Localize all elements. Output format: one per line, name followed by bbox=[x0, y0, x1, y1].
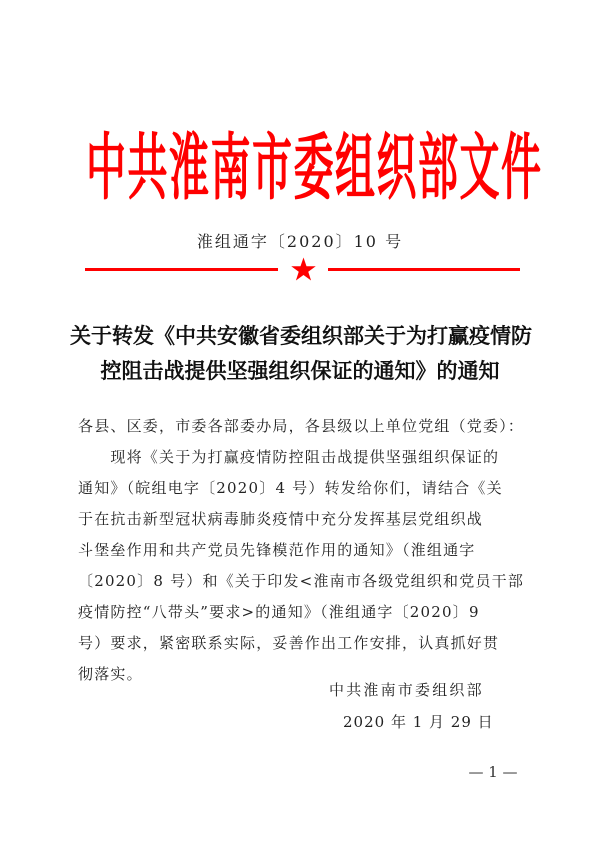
body-line: 〔2020〕8 号）和《关于印发<淮南市各级党组织和党员干部 bbox=[78, 572, 525, 590]
issue-date: 2020 年 1 月 29 日 bbox=[343, 713, 494, 731]
subject-line-2: 控阻击战提供坚强组织保证的通知》的通知 bbox=[100, 358, 500, 383]
body-line: 通知》（皖组电字〔2020〕4 号）转发给你们，请结合《关 bbox=[78, 479, 503, 497]
body-line: 各县、区委，市委各部委办局，各县级以上单位党组（党委）： bbox=[78, 417, 525, 435]
body-line: 斗堡垒作用和共产党员先锋模范作用的通知》（淮组通字 bbox=[78, 541, 476, 559]
star-icon bbox=[291, 257, 316, 281]
red-rule-right bbox=[328, 268, 520, 271]
body-line: 号）要求，紧密联系实际，妥善作出工作安排，认真抓好贯 bbox=[78, 634, 500, 652]
body-line: 于在抗击新型冠状病毒肺炎疫情中充分发挥基层党组织战 bbox=[78, 510, 484, 528]
masthead-text: 中共淮南市委组织部文件 bbox=[86, 125, 543, 211]
subject-line-1: 关于转发《中共安徽省委组织部关于为打赢疫情防 bbox=[70, 323, 532, 348]
body-line: 疫情防控“八带头”要求>的通知》（淮组通字〔2020〕9 bbox=[78, 603, 480, 621]
issuer-signature: 中共淮南市委组织部 bbox=[329, 681, 484, 699]
document-body bbox=[78, 411, 525, 690]
page-number: — 1 — bbox=[468, 763, 518, 781]
document-number: 淮组通字〔2020〕10 号 bbox=[196, 232, 404, 251]
red-rule-left bbox=[85, 268, 278, 271]
masthead-title bbox=[86, 124, 543, 214]
document-subject bbox=[70, 318, 530, 388]
body-line: 彻落实。 bbox=[78, 665, 143, 683]
body-line: 现将《关于为打赢疫情防控阻击战提供坚强组织保证的 bbox=[78, 448, 500, 466]
